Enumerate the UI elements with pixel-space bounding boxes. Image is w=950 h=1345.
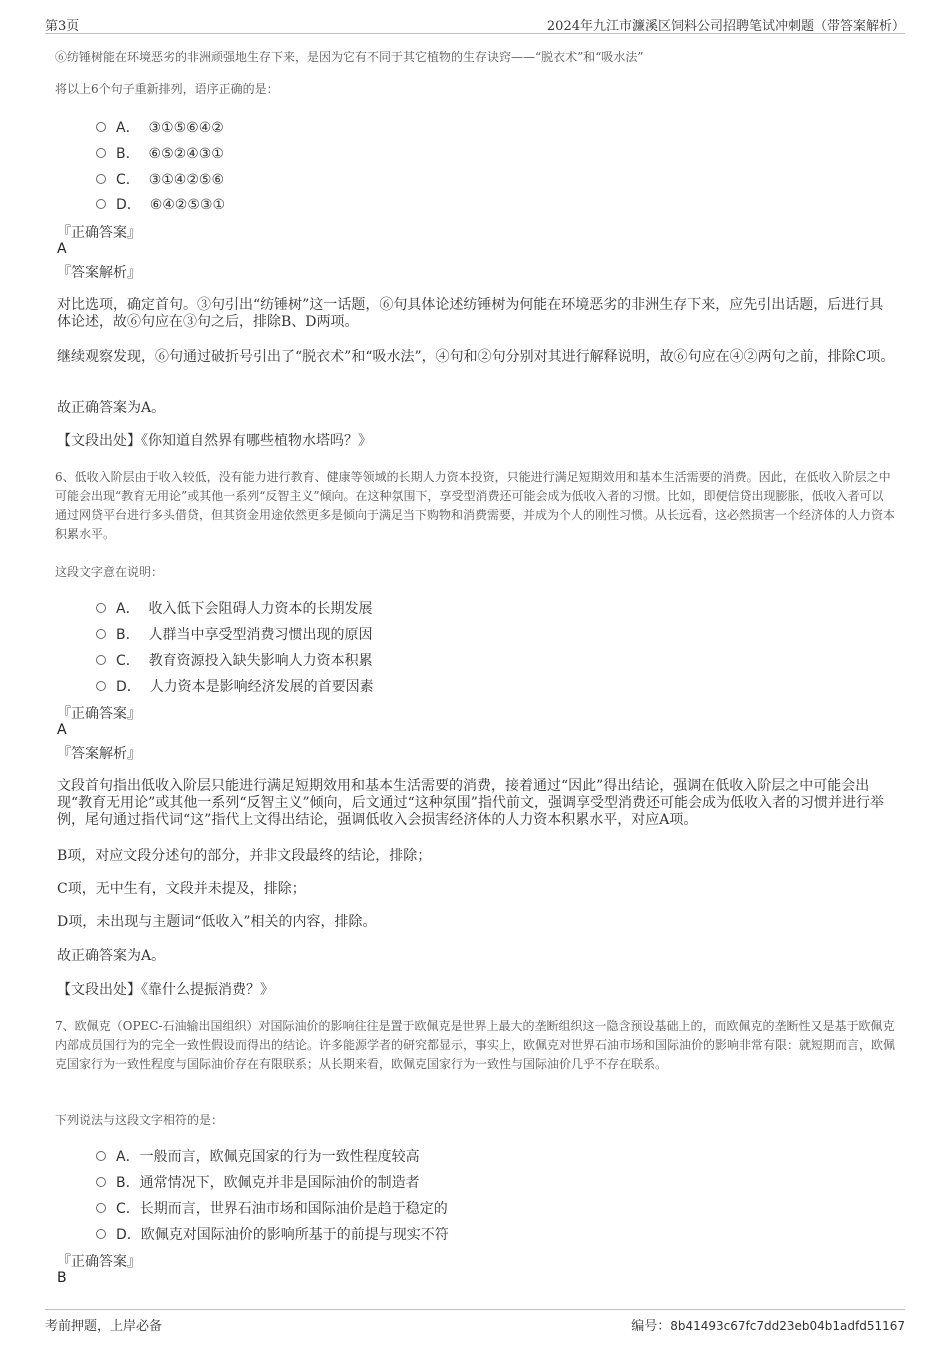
q5-source: 【文段出处】《你知道自然界有哪些植物水塔吗？》 — [57, 433, 372, 449]
radio-icon[interactable] — [96, 122, 106, 132]
q7-option-a[interactable]: A．一般而言，欧佩克国家的行为一致性程度较高 — [96, 1146, 420, 1166]
q7-stem: 7、欧佩克（OPEC-石油输出国组织）对国际油价的影响往往是置于欧佩克是世界上最大的垄断组织这一隐含预设基础上的，而欧佩克的垄断性又是基于欧佩克内部成员国行为的完全一致性假设而得出的结论。许多能源学者的研究都显示，事实上，欧佩克对世界石油市场和国际油价的影响非常有限：就短期而言，欧佩克国家行为一致性程度与国际油价存在有限联系；从长期来看，欧佩克国家行为一致性与国际油价几乎不存在联系。 — [55, 1019, 896, 1071]
q6-analysis-2: B项，对应文段分述句的部分，并非文段最终的结论，排除； — [57, 848, 432, 864]
q7-prompt: 下列说法与这段文字相符的是： — [55, 1113, 224, 1127]
page-header — [45, 13, 905, 34]
q6-answer: A — [57, 722, 67, 738]
radio-icon[interactable] — [96, 629, 106, 639]
q6-option-b[interactable]: B． 人群当中享受型消费习惯出现的原因 — [96, 624, 373, 644]
radio-icon[interactable] — [96, 148, 106, 158]
q5-option-d[interactable]: D． ⑥④②⑤③① — [96, 194, 225, 214]
q6-option-d[interactable]: D． 人力资本是影响经济发展的首要因素 — [96, 676, 374, 696]
q5-analysis-label: 『答案解析』 — [57, 265, 141, 281]
q6-answer-label: 『正确答案』 — [57, 706, 141, 722]
radio-icon[interactable] — [96, 1229, 106, 1239]
radio-icon[interactable] — [96, 1177, 106, 1187]
radio-icon[interactable] — [96, 655, 106, 665]
radio-icon[interactable] — [96, 174, 106, 184]
q5-sentence-6: ⑥纺锤树能在环境恶劣的非洲顽强地生存下来，是因为它有不同于其它植物的生存诀窍——“脱衣术”和“吸水法” — [55, 50, 644, 64]
q6-analysis-5: 故正确答案为A。 — [57, 948, 166, 964]
page-footer — [45, 1309, 905, 1338]
q5-analysis-2: 继续观察发现，⑥句通过破折号引出了“脱衣术”和“吸水法”，④句和②句分别对其进行解释说明，故⑥句应在④②两句之前，排除C项。 — [57, 349, 895, 365]
radio-icon[interactable] — [96, 681, 106, 691]
q6-analysis-1: 文段首句指出低收入阶层只能进行满足短期效用和基本生活需要的消费，接着通过“因此”得出结论，强调在低收入阶层之中可能会出现“教育无用论”或其他一系列“反智主义”倾向，后文通过“这种氛围”指代前文，强调享受型消费还可能会成为低收入者的习惯并进行举例，尾句通过指代词“这”指代上文得出结论，强调低收入会损害经济体的人力资本积累水平，对应A项。 — [57, 778, 884, 828]
q5-answer: A — [57, 241, 67, 257]
radio-icon[interactable] — [96, 1203, 106, 1213]
radio-icon[interactable] — [96, 1151, 106, 1161]
q6-option-c[interactable]: C． 教育资源投入缺失影响人力资本积累 — [96, 650, 373, 670]
q7-answer: B — [57, 1270, 67, 1286]
radio-icon[interactable] — [96, 603, 106, 613]
q7-answer-label: 『正确答案』 — [57, 1254, 141, 1270]
q6-stem: 6、低收入阶层由于收入较低，没有能力进行教育、健康等领域的长期人力资本投资，只能进行满足短期效用和基本生活需要的消费。因此，在低收入阶层之中可能会出现“教育无用论”或其他一系列“反智主义”倾向。在这种氛围下，享受型消费还可能会成为低收入者的习惯。比如，即便信贷出现膨胀，低收入者可以通过网贷平台进行多头借贷，但其资金用途依然更多是倾向于满足当下购物和消费需要，并成为个人的刚性习惯。从长远看，这必然损害一个经济体的人力资本积累水平。 — [55, 470, 896, 541]
q5-analysis-3: 故正确答案为A。 — [57, 400, 166, 416]
q6-source: 【文段出处】《靠什么提振消费？》 — [57, 982, 274, 998]
q6-analysis-3: C项，无中生有，文段并未提及，排除； — [57, 881, 306, 897]
q5-analysis-1: 对比选项，确定首句。③句引出“纺锤树”这一话题，⑥句具体论述纺锤树为何能在环境恶劣的非洲生存下来，应先引出话题，后进行具体论述，故⑥句应在③句之后，排除B、D两项。 — [57, 297, 884, 330]
q5-option-c[interactable]: C． ③①④②⑤⑥ — [96, 169, 224, 189]
q5-option-a[interactable]: A． ③①⑤⑥④② — [96, 117, 224, 137]
q6-option-a[interactable]: A． 收入低下会阻碍人力资本的长期发展 — [96, 598, 372, 618]
q7-option-d[interactable]: D．欧佩克对国际油价的影响所基于的前提与现实不符 — [96, 1224, 449, 1244]
q6-analysis-4: D项，未出现与主题词“低收入”相关的内容，排除。 — [57, 914, 377, 930]
page-number: 第3页 — [45, 19, 80, 34]
footer-slogan: 考前押题，上岸必备 — [45, 1319, 163, 1334]
document-title: 2024年九江市濂溪区饲料公司招聘笔试冲刺题（带答案解析） — [546, 19, 905, 34]
q5-prompt: 将以上6个句子重新排列，语序正确的是： — [55, 82, 279, 96]
q5-answer-label: 『正确答案』 — [57, 225, 141, 241]
q7-option-b[interactable]: B．通常情况下，欧佩克并非是国际油价的制造者 — [96, 1172, 420, 1192]
q6-analysis-label: 『答案解析』 — [57, 746, 141, 762]
document-code: 编号：8b41493c67fc7dd23eb04b1adfd51167 — [631, 1319, 905, 1334]
q7-option-c[interactable]: C．长期而言，世界石油市场和国际油价是趋于稳定的 — [96, 1198, 448, 1218]
radio-icon[interactable] — [96, 199, 106, 209]
q5-option-b[interactable]: B． ⑥⑤②④③① — [96, 143, 224, 163]
q6-prompt: 这段文字意在说明： — [55, 565, 164, 579]
